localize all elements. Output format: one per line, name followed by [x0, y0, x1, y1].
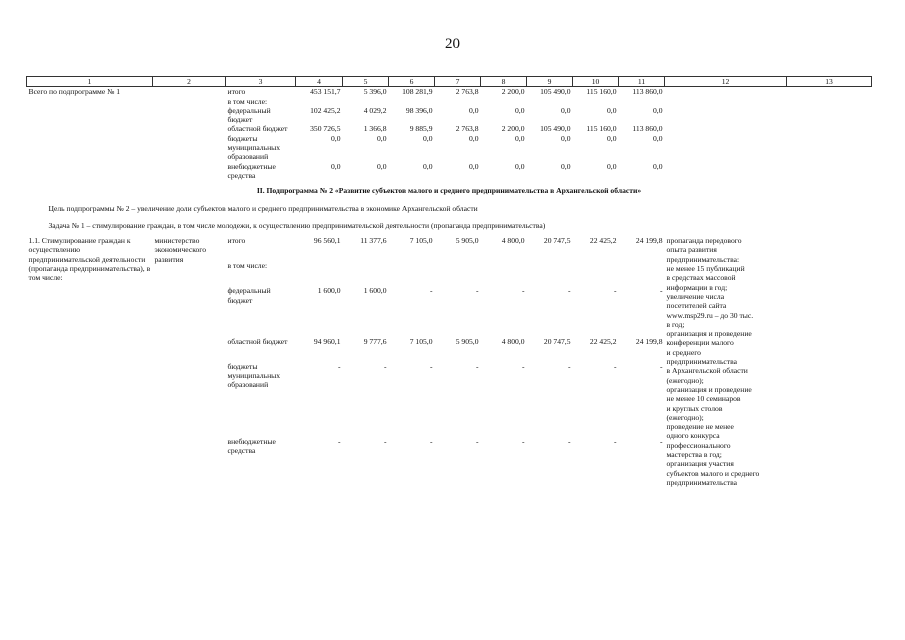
amount: -: [613, 361, 617, 371]
amount: -: [613, 286, 617, 296]
column-number: 11: [619, 77, 665, 87]
column-number-row: [27, 77, 872, 87]
amount: -: [567, 436, 571, 446]
amount: 5 396,0: [363, 87, 387, 97]
amount: -: [567, 361, 571, 371]
amount: -: [475, 286, 479, 296]
amount: [619, 97, 665, 106]
amount: 24 199,8: [635, 236, 663, 246]
amount: 105 490,0: [540, 124, 571, 134]
amount: 7 105,0: [409, 336, 433, 346]
column-number: 1: [27, 77, 153, 87]
amount: 0,0: [331, 161, 341, 171]
amount: 98 396,0: [405, 105, 433, 115]
amount: 22 425,2: [589, 236, 617, 246]
amount: 2 200,0: [501, 87, 525, 97]
amount: 1 600,0: [317, 286, 341, 296]
funding-source: областной бюджет: [227, 124, 288, 134]
amount: 96 560,1: [313, 236, 341, 246]
amount: -: [429, 361, 433, 371]
column-number: 8: [481, 77, 527, 87]
amount: 20 747,5: [543, 336, 571, 346]
amount: [343, 261, 389, 286]
amount: [435, 261, 481, 286]
amount: [435, 97, 481, 106]
funding-source: внебюджетные средства: [227, 436, 276, 456]
amount: 2 763,8: [455, 124, 479, 134]
amount: -: [521, 286, 525, 296]
amount: 0,0: [653, 133, 663, 143]
amount: 350 726,5: [310, 124, 341, 134]
amount: -: [567, 286, 571, 296]
amount: 0,0: [653, 105, 663, 115]
amount: 0,0: [423, 133, 433, 143]
funding-source: внебюджетные средства: [227, 161, 276, 180]
amount: 22 425,2: [589, 336, 617, 346]
section-2-header: [27, 180, 872, 236]
amount: -: [659, 361, 663, 371]
amount: 0,0: [469, 133, 479, 143]
column-number: 2: [153, 77, 226, 87]
amount: 105 490,0: [540, 87, 571, 97]
funding-row: [27, 236, 872, 261]
amount: -: [337, 436, 341, 446]
funding-source: в том числе:: [227, 96, 268, 106]
amount: 24 199,8: [635, 336, 663, 346]
amount: 0,0: [469, 105, 479, 115]
page-number: 20: [445, 36, 460, 52]
expected-result: [665, 87, 787, 180]
amount: 0,0: [515, 133, 525, 143]
amount: 11 377,6: [360, 236, 387, 246]
column-number: 12: [665, 77, 787, 87]
column-13-cell: [787, 87, 872, 180]
amount: 5 905,0: [455, 236, 479, 246]
column-number: 7: [435, 77, 481, 87]
column-number: 9: [527, 77, 573, 87]
funding-row: [27, 87, 872, 97]
amount: 2 763,8: [455, 87, 479, 97]
amount: 9 885,9: [409, 124, 433, 134]
amount: 0,0: [561, 105, 571, 115]
amount: 5 905,0: [455, 336, 479, 346]
amount: 20 747,5: [543, 236, 571, 246]
executor: [153, 87, 226, 180]
amount: -: [475, 436, 479, 446]
activity-name: 1.1. Стимулирование граждан к осуществлению предпринимательской деятельности (пропаганда предпринимательства), в том числе:: [28, 236, 151, 283]
amount: 0,0: [331, 133, 341, 143]
program-table: [26, 76, 872, 487]
amount: 0,0: [561, 133, 571, 143]
amount: 2 200,0: [501, 124, 525, 134]
amount: 1 366,8: [363, 124, 387, 134]
amount: [527, 97, 573, 106]
amount: 113 860,0: [632, 87, 663, 97]
funding-source: бюджеты муниципальных образований: [227, 361, 281, 390]
amount: 7 105,0: [409, 236, 433, 246]
amount: 113 860,0: [632, 124, 663, 134]
amount: 4 800,0: [501, 236, 525, 246]
amount: 0,0: [653, 161, 663, 171]
total-subprogram-1: [27, 87, 872, 180]
funding-source: итого: [227, 87, 246, 97]
funding-source: бюджеты муниципальных образований: [227, 133, 281, 162]
amount: -: [383, 361, 387, 371]
amount: 1 600,0: [363, 286, 387, 296]
amount: 4 029,2: [363, 105, 387, 115]
task-1: Задача № 1 – стимулирование граждан, в том числе молодежи, к осуществлению предпринимательской деятельности (пропаганда предпринимательства): [48, 220, 546, 230]
amount: -: [383, 436, 387, 446]
funding-source: федеральный бюджет: [227, 286, 271, 305]
amount: 115 160,0: [586, 124, 617, 134]
amount: 0,0: [561, 161, 571, 171]
column-number: 5: [343, 77, 389, 87]
amount: [573, 97, 619, 106]
amount: -: [613, 436, 617, 446]
column-number: 13: [787, 77, 872, 87]
amount: 4 800,0: [501, 336, 525, 346]
amount: 108 281,9: [402, 87, 433, 97]
amount: [389, 97, 435, 106]
section-title: II. Подпрограмма № 2 «Развитие субъектов малого и среднего предпринимательства в Архангельской области»: [256, 186, 642, 196]
amount: -: [337, 361, 341, 371]
amount: 0,0: [607, 105, 617, 115]
amount: -: [659, 436, 663, 446]
amount: 0,0: [377, 133, 387, 143]
amount: 94 960,1: [313, 336, 341, 346]
amount: [527, 261, 573, 286]
amount: 0,0: [515, 161, 525, 171]
amount: 0,0: [607, 161, 617, 171]
amount: 0,0: [515, 105, 525, 115]
amount: [343, 97, 389, 106]
amount: -: [659, 286, 663, 296]
column-number: 10: [573, 77, 619, 87]
amount: [296, 261, 343, 286]
item-1-1: [27, 236, 872, 487]
amount: [296, 97, 343, 106]
expected-result: пропаганда передового опыта развития предпринимательства: не менее 15 публикаций в средствах массовой информации в год; увеличение числа посетителей сайта www.msp29.ru – до 30 тыс. в год; организация и проведение конференции малого и среднего предпринимательства в Архангельской области (ежегодно); организация и проведение не менее 10 семинаров и круглых столов (ежегодно); проведение не менее одного конкурса профессионального мастерства в год; организация участия субъектов малого и среднего предпринимательства: [666, 236, 760, 487]
column-13-cell: [787, 236, 872, 487]
amount: -: [475, 361, 479, 371]
amount: [481, 261, 527, 286]
amount: [481, 97, 527, 106]
funding-source: федеральный бюджет: [227, 105, 271, 125]
amount: -: [521, 436, 525, 446]
total-label: Всего по подпрограмме № 1: [28, 87, 121, 97]
column-number: 6: [389, 77, 435, 87]
funding-source: областной бюджет: [227, 336, 288, 346]
amount: [619, 261, 665, 286]
amount: 115 160,0: [586, 87, 617, 97]
amount: -: [429, 286, 433, 296]
subprogram-goal: Цель подпрограммы № 2 – увеличение доли субъектов малого и среднего предпринимательства в экономике Архангельской области: [48, 203, 478, 213]
amount: 0,0: [607, 133, 617, 143]
executor: министерство экономического развития: [154, 236, 207, 264]
amount: 102 425,2: [310, 105, 341, 115]
column-number: 4: [296, 77, 343, 87]
amount: 0,0: [423, 161, 433, 171]
amount: 9 777,6: [363, 336, 387, 346]
funding-source: итого: [227, 236, 246, 246]
amount: 0,0: [469, 161, 479, 171]
amount: -: [429, 436, 433, 446]
amount: 453 151,7: [310, 87, 341, 97]
amount: [573, 261, 619, 286]
amount: -: [521, 361, 525, 371]
column-number: 3: [226, 77, 296, 87]
funding-source: в том числе:: [227, 261, 268, 271]
amount: 0,0: [377, 161, 387, 171]
amount: [389, 261, 435, 286]
